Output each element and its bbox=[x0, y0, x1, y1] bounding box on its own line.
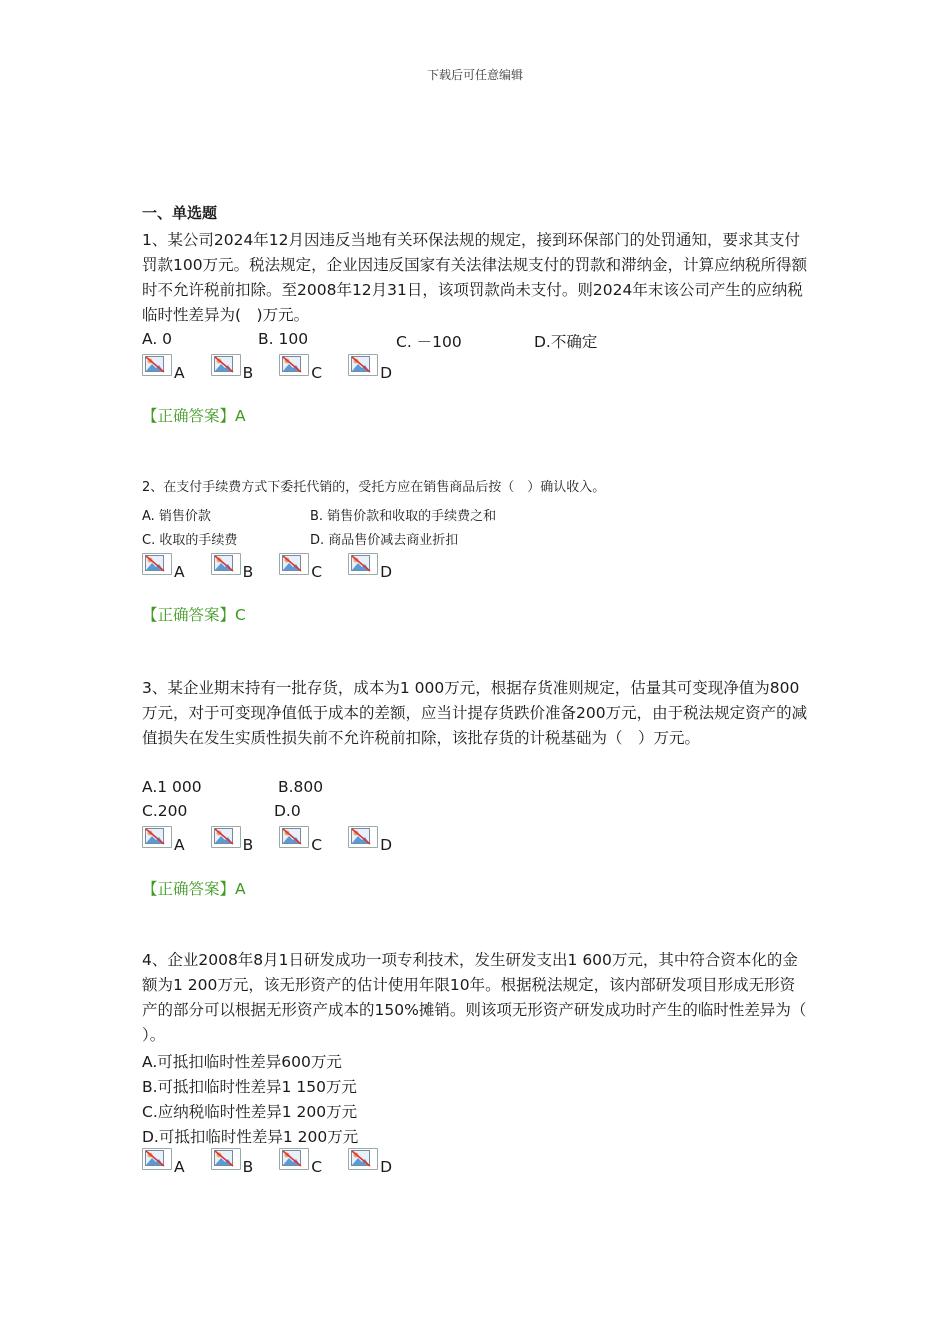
q4-option-a: A.可抵扣临时性差异600万元 bbox=[142, 1053, 342, 1071]
q1-choices bbox=[142, 354, 418, 382]
choice-label: B bbox=[242, 836, 254, 854]
broken-image-icon bbox=[279, 553, 309, 575]
choice-label: C bbox=[311, 364, 323, 382]
broken-image-icon bbox=[348, 826, 378, 848]
q3-option-b: B.800 bbox=[278, 778, 324, 796]
q2-choices bbox=[142, 553, 418, 581]
q3-choice-c[interactable] bbox=[279, 826, 323, 854]
q1-option-a: A. 0 bbox=[142, 330, 173, 348]
q1-option-c: C. －100 bbox=[396, 333, 462, 351]
q2-option-b: B. 销售价款和收取的手续费之和 bbox=[310, 509, 497, 524]
q3-option-c: C.200 bbox=[142, 802, 188, 820]
q1-choice-b[interactable] bbox=[211, 354, 254, 382]
q4-option-d: D.可抵扣临时性差异1 200万元 bbox=[142, 1128, 359, 1146]
broken-image-icon bbox=[142, 1148, 172, 1170]
q2-choice-d[interactable] bbox=[348, 553, 393, 581]
choice-label: B bbox=[242, 563, 254, 581]
q4-choice-d[interactable] bbox=[348, 1148, 393, 1176]
q3-option-d: D.0 bbox=[274, 802, 301, 820]
choice-label: D bbox=[380, 836, 393, 854]
choice-label: A bbox=[174, 1158, 185, 1176]
q2-option-a: A. 销售价款 bbox=[142, 509, 211, 524]
q1-choice-d[interactable] bbox=[348, 354, 393, 382]
choice-label: C bbox=[311, 1158, 323, 1176]
q1-option-b: B. 100 bbox=[258, 330, 309, 348]
broken-image-icon bbox=[279, 826, 309, 848]
broken-image-icon bbox=[348, 354, 378, 376]
q2-choice-b[interactable] bbox=[211, 553, 254, 581]
q3-choices bbox=[142, 826, 418, 854]
q3-choice-b[interactable] bbox=[211, 826, 254, 854]
choice-label: B bbox=[242, 1158, 254, 1176]
broken-image-icon bbox=[348, 1148, 378, 1170]
question-3-text: 3、某企业期末持有一批存货，成本为1 000万元，根据存货准则规定，估量其可变现净值为800万元，对于可变现净值低于成本的差额，应当计提存货跌价准备200万元，由于税法规定资产的减值损失在发生实质性损失前不允许税前扣除，该批存货的计税基础为（ ）万元。 bbox=[142, 679, 808, 747]
choice-label: D bbox=[380, 563, 393, 581]
question-4-text: 4、企业2008年8月1日研发成功一项专利技术，发生研发支出1 600万元，其中符合资本化的金额为1 200万元，该无形资产的估计使用年限10年。根据税法规定，该内部研发项目形成无形资产的部分可以根据无形资产成本的150%摊销。则该项无形资产研发成功时产生的临时性差异为（ ）。 bbox=[142, 951, 807, 1044]
q4-choices bbox=[142, 1148, 418, 1176]
broken-image-icon bbox=[142, 826, 172, 848]
q3-answer: 【正确答案】A bbox=[142, 880, 246, 898]
q2-answer: 【正确答案】C bbox=[142, 606, 246, 624]
q3-option-a: A.1 000 bbox=[142, 778, 202, 796]
q2-choice-c[interactable] bbox=[279, 553, 323, 581]
q4-option-b: B.可抵扣临时性差异1 150万元 bbox=[142, 1078, 357, 1096]
q2-choice-a[interactable] bbox=[142, 553, 185, 581]
choice-label: B bbox=[242, 364, 254, 382]
broken-image-icon bbox=[279, 1148, 309, 1170]
question-2-text: 2、在支付手续费方式下委托代销的，受托方应在销售商品后按（ ）确认收入。 bbox=[142, 480, 606, 495]
section-title: 一、单选题 bbox=[142, 204, 218, 222]
broken-image-icon bbox=[211, 826, 241, 848]
choice-label: A bbox=[174, 364, 185, 382]
choice-label: C bbox=[311, 836, 323, 854]
q4-choice-c[interactable] bbox=[279, 1148, 323, 1176]
broken-image-icon bbox=[211, 553, 241, 575]
choice-label: C bbox=[311, 563, 323, 581]
question-1-text: 1、某公司2024年12月因违反当地有关环保法规的规定，接到环保部门的处罚通知，要求其支付罚款100万元。税法规定，企业因违反国家有关法律法规支付的罚款和滞纳金，计算应纳税所得额时不允许税前扣除。至2008年12月31日，该项罚款尚未支付。则2024年末该公司产生的应纳税临时性差异为( )万元。 bbox=[142, 231, 808, 324]
broken-image-icon bbox=[142, 553, 172, 575]
choice-label: D bbox=[380, 364, 393, 382]
q1-answer: 【正确答案】A bbox=[142, 407, 246, 425]
choice-label: A bbox=[174, 836, 185, 854]
q4-option-c: C.应纳税临时性差异1 200万元 bbox=[142, 1103, 358, 1121]
q4-choice-a[interactable] bbox=[142, 1148, 185, 1176]
broken-image-icon bbox=[211, 354, 241, 376]
choice-label: D bbox=[380, 1158, 393, 1176]
q4-choice-b[interactable] bbox=[211, 1148, 254, 1176]
q2-option-d: D. 商品售价减去商业折扣 bbox=[310, 533, 459, 548]
q3-choice-d[interactable] bbox=[348, 826, 393, 854]
q1-option-d: D.不确定 bbox=[534, 333, 598, 351]
q1-choice-a[interactable] bbox=[142, 354, 185, 382]
page-header: 下载后可任意编辑 bbox=[426, 68, 523, 82]
broken-image-icon bbox=[211, 1148, 241, 1170]
q1-choice-c[interactable] bbox=[279, 354, 323, 382]
broken-image-icon bbox=[279, 354, 309, 376]
q2-option-c: C. 收取的手续费 bbox=[142, 533, 238, 548]
broken-image-icon bbox=[348, 553, 378, 575]
q3-choice-a[interactable] bbox=[142, 826, 185, 854]
broken-image-icon bbox=[142, 354, 172, 376]
choice-label: A bbox=[174, 563, 185, 581]
